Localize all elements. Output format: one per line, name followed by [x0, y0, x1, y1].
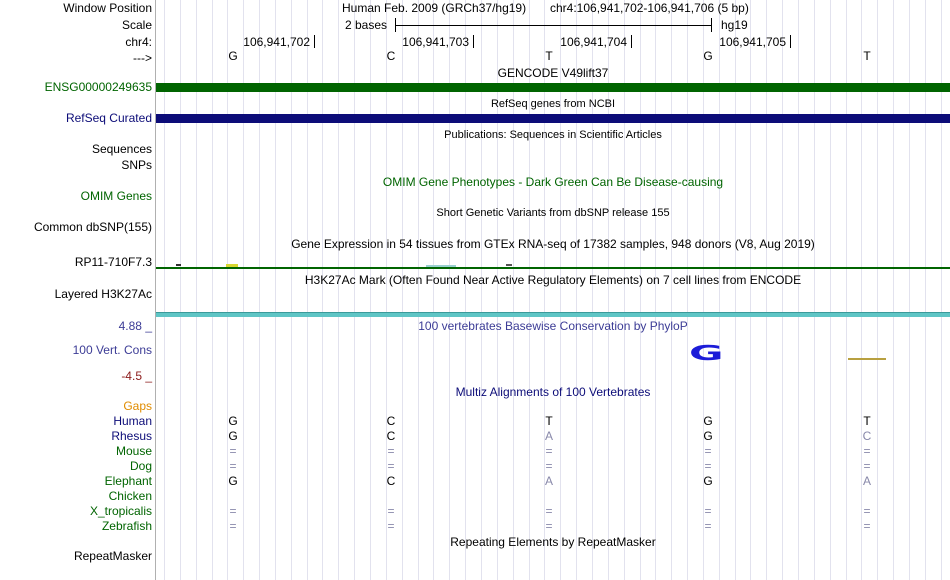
- label-cons-min: -4.5 _: [121, 369, 152, 383]
- alignment-base: C: [386, 429, 396, 443]
- alignment-base: =: [387, 504, 395, 518]
- alignment-base: =: [229, 459, 237, 473]
- alignment-base: C: [862, 429, 872, 443]
- alignment-base: =: [545, 444, 553, 458]
- gtex-mark: [506, 264, 512, 266]
- reference-base: G: [703, 49, 713, 63]
- alignment-base: =: [704, 519, 712, 533]
- label-cons-max: 4.88 _: [118, 319, 152, 333]
- alignment-base: =: [704, 444, 712, 458]
- alignment-base: T: [545, 414, 553, 428]
- dbsnp-track-title: Short Genetic Variants from dbSNP release 155: [436, 207, 670, 219]
- reference-base: T: [545, 49, 553, 63]
- coordinate-label: 106,941,705: [719, 35, 786, 49]
- alignment-base: =: [863, 444, 871, 458]
- coordinate-tick: [314, 35, 315, 48]
- h3k27ac-track-title: H3K27Ac Mark (Often Found Near Active Regulatory Elements) on 7 cell lines from ENCODE: [304, 273, 802, 287]
- track-labels: [0, 0, 155, 580]
- alignment-base: G: [703, 429, 713, 443]
- gencode-gene-bar[interactable]: [156, 83, 950, 92]
- label-window-position: Window Position: [63, 1, 152, 15]
- conservation-mark: [848, 358, 886, 360]
- species-label[interactable]: X_tropicalis: [89, 504, 152, 518]
- window-position-value: chr4:106,941,702-106,941,706 (5 bp): [550, 1, 749, 15]
- species-label[interactable]: Rhesus: [111, 429, 152, 443]
- refseq-track-title: RefSeq genes from NCBI: [490, 98, 616, 110]
- coordinate-tick: [790, 35, 791, 48]
- species-label[interactable]: Dog: [129, 459, 152, 473]
- label-gtex-gene[interactable]: RP11-710F7.3: [74, 255, 152, 269]
- scale-db: hg19: [721, 18, 748, 32]
- label-repeatmasker[interactable]: RepeatMasker: [73, 549, 152, 563]
- gtex-track-title: Gene Expression in 54 tissues from GTEx RNA-seq of 17382 samples, 948 donors (V8, Aug 2019): [291, 237, 815, 251]
- h3k27ac-signal-band[interactable]: [156, 312, 950, 317]
- gtex-mark: [176, 264, 181, 266]
- alignment-base: =: [545, 504, 553, 518]
- gencode-track-title: GENCODE V49lift37: [497, 66, 609, 80]
- label-scale: Scale: [121, 18, 152, 32]
- omim-track-title: OMIM Gene Phenotypes - Dark Green Can Be Disease-causing: [382, 175, 724, 189]
- alignment-base: =: [229, 519, 237, 533]
- alignment-base: =: [387, 459, 395, 473]
- label-strand: --->: [133, 51, 152, 65]
- alignment-base: =: [704, 459, 712, 473]
- refseq-gene-bar[interactable]: [156, 114, 950, 123]
- alignment-base: =: [229, 444, 237, 458]
- label-chrom: chr4:: [125, 35, 152, 49]
- species-label[interactable]: Zebrafish: [101, 519, 152, 533]
- alignment-base: =: [387, 519, 395, 533]
- track-area[interactable]: [156, 0, 950, 580]
- coordinate-label: 106,941,702: [243, 35, 310, 49]
- label-snps[interactable]: SNPs: [121, 158, 152, 172]
- label-sequences[interactable]: Sequences: [91, 142, 152, 156]
- alignment-base: =: [545, 459, 553, 473]
- assembly-name: Human Feb. 2009 (GRCh37/hg19): [342, 1, 527, 15]
- alignment-base: =: [863, 504, 871, 518]
- coordinate-tick: [631, 35, 632, 48]
- scale-bar: [395, 25, 711, 26]
- label-100-vert-cons[interactable]: 100 Vert. Cons: [72, 343, 152, 357]
- alignment-base: =: [704, 504, 712, 518]
- alignment-base: G: [703, 414, 713, 428]
- publications-track-title: Publications: Sequences in Scientific Articles: [444, 129, 662, 141]
- coordinate-label: 106,941,703: [402, 35, 469, 49]
- alignment-base: C: [386, 474, 396, 488]
- repeatmasker-track-title: Repeating Elements by RepeatMasker: [450, 535, 656, 549]
- alignment-base: =: [545, 519, 553, 533]
- reference-base: C: [386, 49, 396, 63]
- alignment-base: =: [387, 444, 395, 458]
- label-omim-genes[interactable]: OMIM Genes: [80, 189, 152, 203]
- reference-base: T: [863, 49, 871, 63]
- label-gaps[interactable]: Gaps: [123, 399, 152, 413]
- label-gencode-gene[interactable]: ENSG00000249635: [44, 80, 152, 94]
- alignment-base: A: [544, 474, 553, 488]
- label-refseq-curated[interactable]: RefSeq Curated: [65, 111, 152, 125]
- alignment-base: A: [862, 474, 871, 488]
- conservation-glyph: G: [689, 341, 724, 365]
- multiz-track-title: Multiz Alignments of 100 Vertebrates: [455, 385, 651, 399]
- species-label[interactable]: Chicken: [108, 489, 152, 503]
- scale-text: 2 bases: [345, 18, 388, 32]
- alignment-base: T: [863, 414, 871, 428]
- alignment-base: G: [228, 474, 238, 488]
- coordinate-tick: [473, 35, 474, 48]
- phylop-track-title: 100 vertebrates Basewise Conservation by PhyloP: [418, 319, 688, 333]
- alignment-base: G: [228, 414, 238, 428]
- alignment-base: G: [228, 429, 238, 443]
- alignment-base: =: [863, 459, 871, 473]
- alignment-base: =: [229, 504, 237, 518]
- label-common-dbsnp[interactable]: Common dbSNP(155): [33, 220, 152, 234]
- species-label[interactable]: Human: [113, 414, 152, 428]
- alignment-base: C: [386, 414, 396, 428]
- alignment-base: G: [703, 474, 713, 488]
- alignment-base: A: [544, 429, 553, 443]
- coordinate-label: 106,941,704: [560, 35, 627, 49]
- alignment-base: =: [863, 519, 871, 533]
- reference-base: G: [228, 49, 238, 63]
- scale-bar-right-cap: [711, 18, 712, 32]
- species-label[interactable]: Mouse: [115, 444, 152, 458]
- label-layered-h3k27ac[interactable]: Layered H3K27Ac: [54, 287, 152, 301]
- gtex-baseline: [156, 267, 950, 269]
- species-label[interactable]: Elephant: [104, 474, 152, 488]
